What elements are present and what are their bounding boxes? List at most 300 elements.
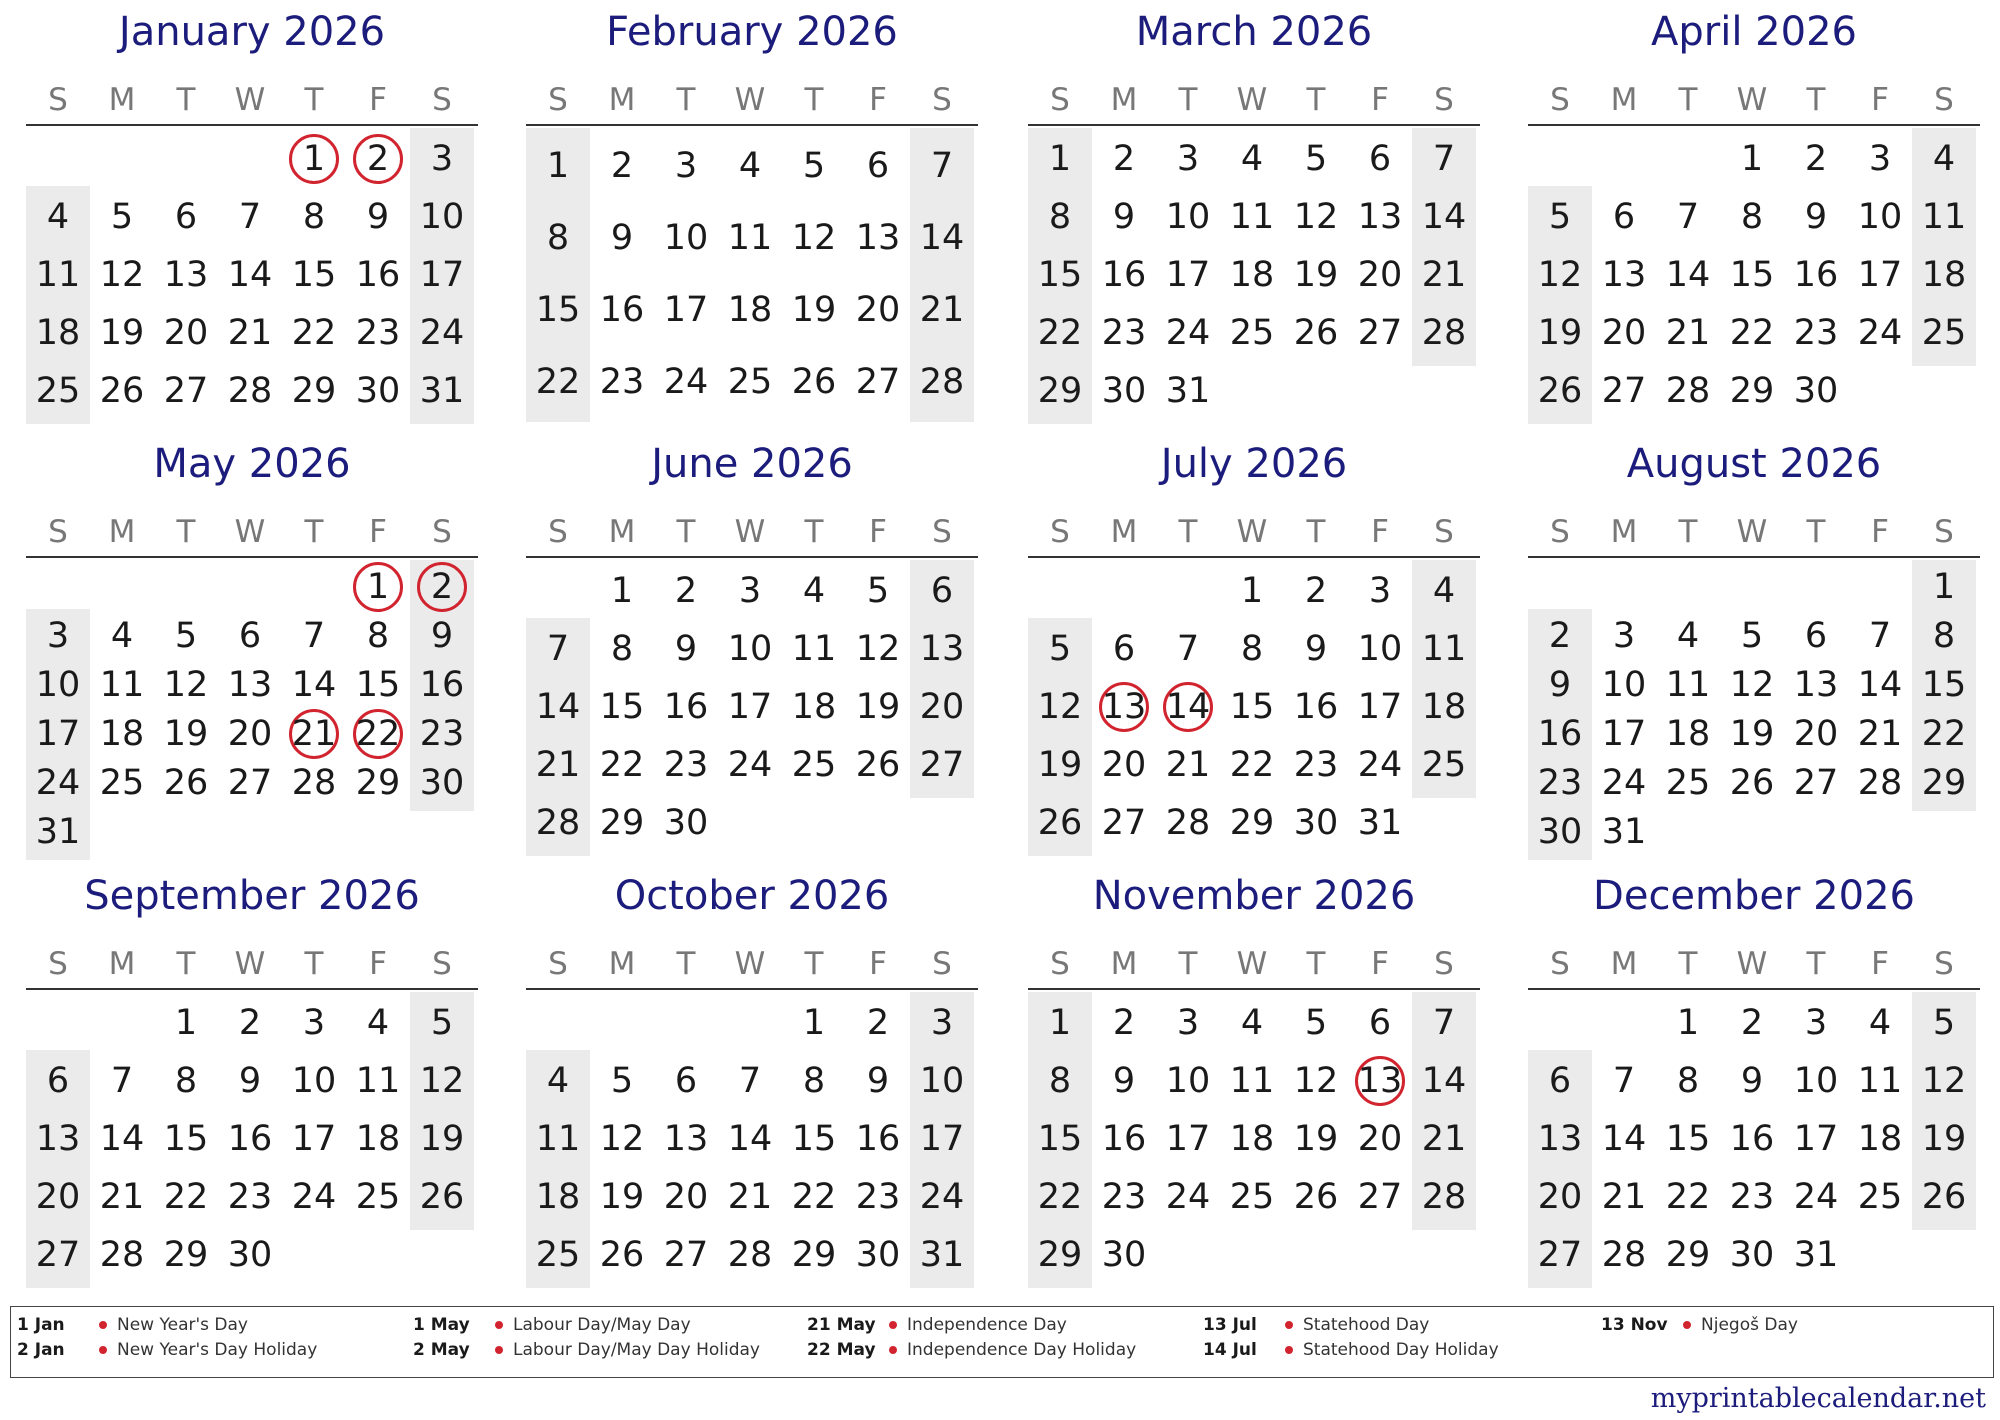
day-number: 6 xyxy=(930,571,954,611)
day-number: 17 xyxy=(919,1119,965,1159)
day-cell xyxy=(1156,794,1220,852)
day-number: 18 xyxy=(1421,687,1467,727)
day-cell xyxy=(1412,188,1476,246)
day-number: 20 xyxy=(1793,713,1839,754)
day-cell xyxy=(1092,130,1156,188)
day-number: 30 xyxy=(1101,371,1147,411)
day-number: 2 xyxy=(1548,615,1572,656)
day-cell xyxy=(410,1110,474,1168)
month-title: September 2026 xyxy=(84,873,420,919)
day-number: 25 xyxy=(1229,1177,1275,1217)
day-number: 8 xyxy=(1048,197,1072,237)
day-number: 17 xyxy=(1793,1119,1839,1159)
day-number: 27 xyxy=(227,762,273,803)
day-number: 29 xyxy=(163,1235,209,1275)
day-cell xyxy=(26,803,90,861)
weekday-header: W xyxy=(1236,514,1268,550)
month-11 xyxy=(1028,864,1480,1294)
day-cell xyxy=(1848,1052,1912,1110)
day-cell xyxy=(1220,1168,1284,1226)
day-number: 15 xyxy=(1729,255,1775,295)
day-number: 19 xyxy=(419,1119,465,1159)
weekday-header-row xyxy=(26,944,478,984)
day-cell xyxy=(718,209,782,267)
legend-bullet-icon xyxy=(495,1346,503,1354)
day-number: 19 xyxy=(1537,313,1583,353)
weekday-header: M xyxy=(608,946,636,982)
weekday-header: S xyxy=(1434,82,1454,118)
header-divider xyxy=(1528,124,1980,126)
day-number: 19 xyxy=(1921,1119,1967,1159)
day-cell xyxy=(1784,754,1848,812)
day-cell xyxy=(218,304,282,362)
day-number: 3 xyxy=(930,1003,954,1043)
day-number: 18 xyxy=(535,1177,581,1217)
day-number: 16 xyxy=(1101,1119,1147,1159)
day-cell xyxy=(1092,1226,1156,1284)
day-number: 4 xyxy=(1432,571,1456,611)
weekday-header: W xyxy=(734,82,766,118)
day-number: 17 xyxy=(1601,713,1647,754)
day-number: 31 xyxy=(419,371,465,411)
day-cell xyxy=(1784,1110,1848,1168)
day-number: 12 xyxy=(163,664,209,705)
day-cell xyxy=(654,281,718,339)
day-cell xyxy=(1284,188,1348,246)
day-number: 12 xyxy=(419,1061,465,1101)
day-cell xyxy=(1028,1110,1092,1168)
day-cell xyxy=(1412,678,1476,736)
weekday-header: S xyxy=(1934,946,1954,982)
day-cell xyxy=(526,1168,590,1226)
day-number: 27 xyxy=(663,1235,709,1275)
day-cell xyxy=(1912,1168,1976,1226)
weekday-header: W xyxy=(234,946,266,982)
day-number: 4 xyxy=(1240,139,1264,179)
day-cell xyxy=(1912,246,1976,304)
day-number: 27 xyxy=(1601,371,1647,411)
weekday-header: T xyxy=(1178,514,1198,550)
day-cell xyxy=(410,362,474,420)
day-number: 26 xyxy=(1537,371,1583,411)
day-number: 13 xyxy=(35,1119,81,1159)
day-cell xyxy=(846,620,910,678)
day-number: 13 xyxy=(1357,197,1403,237)
day-cell xyxy=(90,754,154,812)
weekday-header: T xyxy=(1678,946,1698,982)
day-number: 9 xyxy=(1740,1061,1764,1101)
day-cell xyxy=(718,678,782,736)
day-cell xyxy=(910,678,974,736)
day-number: 25 xyxy=(1229,313,1275,353)
day-number: 8 xyxy=(1240,629,1264,669)
day-cell xyxy=(1028,130,1092,188)
day-number: 21 xyxy=(99,1177,145,1217)
day-number: 28 xyxy=(727,1235,773,1275)
day-number: 7 xyxy=(110,1061,134,1101)
day-cell xyxy=(846,1226,910,1284)
day-number: 9 xyxy=(1804,197,1828,237)
day-number: 23 xyxy=(1793,313,1839,353)
day-number: 8 xyxy=(802,1061,826,1101)
day-cell xyxy=(910,137,974,195)
day-number: 10 xyxy=(35,664,81,705)
day-cell xyxy=(590,1168,654,1226)
weekday-header: T xyxy=(676,946,696,982)
day-number: 23 xyxy=(1293,745,1339,785)
day-cell xyxy=(654,209,718,267)
day-cell xyxy=(782,562,846,620)
weekday-header: W xyxy=(1736,514,1768,550)
day-number: 10 xyxy=(663,218,709,258)
day-cell xyxy=(1912,130,1976,188)
day-number: 9 xyxy=(366,197,390,237)
day-cell xyxy=(154,188,218,246)
day-cell xyxy=(1912,1110,1976,1168)
day-number: 25 xyxy=(1665,762,1711,803)
day-number: 20 xyxy=(919,687,965,727)
legend-holiday-name: Statehood Day Holiday xyxy=(1303,1340,1499,1360)
day-number: 28 xyxy=(1601,1235,1647,1275)
day-number: 12 xyxy=(1293,197,1339,237)
month-8 xyxy=(1528,432,1980,862)
day-cell xyxy=(1092,1168,1156,1226)
day-cell xyxy=(346,304,410,362)
day-cell xyxy=(346,754,410,812)
weekday-header: F xyxy=(1371,514,1389,550)
month-3 xyxy=(1028,0,1480,430)
day-cell xyxy=(1592,1168,1656,1226)
day-cell xyxy=(1092,188,1156,246)
day-cell xyxy=(26,362,90,420)
day-cell xyxy=(654,678,718,736)
day-cell xyxy=(782,281,846,339)
weekday-header: F xyxy=(869,514,887,550)
day-number: 17 xyxy=(1165,255,1211,295)
day-number: 25 xyxy=(355,1177,401,1217)
day-number: 6 xyxy=(1548,1061,1572,1101)
day-cell xyxy=(90,1226,154,1284)
day-cell xyxy=(26,1168,90,1226)
legend-date: 22 May xyxy=(807,1340,876,1360)
day-number: 18 xyxy=(1921,255,1967,295)
day-number: 4 xyxy=(1932,139,1956,179)
day-number: 4 xyxy=(110,615,134,656)
weekday-header: S xyxy=(1550,82,1570,118)
day-number: 29 xyxy=(1921,762,1967,803)
day-cell xyxy=(1912,754,1976,812)
day-number: 17 xyxy=(727,687,773,727)
weekday-header: M xyxy=(608,514,636,550)
legend-bullet-icon xyxy=(1285,1346,1293,1354)
day-number: 20 xyxy=(163,313,209,353)
day-number: 13 xyxy=(663,1119,709,1159)
day-cell xyxy=(718,1226,782,1284)
day-number: 24 xyxy=(1165,1177,1211,1217)
day-number: 9 xyxy=(1304,629,1328,669)
month-title: June 2026 xyxy=(651,441,853,487)
day-number: 11 xyxy=(355,1061,401,1101)
day-number: 15 xyxy=(1921,664,1967,705)
weekday-header: T xyxy=(1178,946,1198,982)
day-cell xyxy=(26,304,90,362)
day-cell xyxy=(1092,620,1156,678)
day-cell xyxy=(282,246,346,304)
day-cell xyxy=(90,362,154,420)
day-number: 18 xyxy=(355,1119,401,1159)
weekday-header: F xyxy=(1371,82,1389,118)
day-number: 22 xyxy=(163,1177,209,1217)
day-number: 19 xyxy=(855,687,901,727)
day-number: 28 xyxy=(99,1235,145,1275)
day-cell xyxy=(1028,1052,1092,1110)
month-6 xyxy=(526,432,978,862)
day-number: 18 xyxy=(791,687,837,727)
legend-holiday-name: New Year's Day Holiday xyxy=(117,1340,318,1360)
day-number: 2 xyxy=(366,139,390,179)
day-number: 23 xyxy=(1537,762,1583,803)
day-cell xyxy=(846,678,910,736)
weekday-header: S xyxy=(48,946,68,982)
day-cell xyxy=(1156,1110,1220,1168)
day-cell xyxy=(26,1052,90,1110)
day-number: 25 xyxy=(791,745,837,785)
legend-bullet-icon xyxy=(1683,1321,1691,1329)
weekday-header: T xyxy=(1806,946,1826,982)
day-number: 7 xyxy=(1176,629,1200,669)
day-number: 18 xyxy=(1857,1119,1903,1159)
day-cell xyxy=(654,1226,718,1284)
day-cell xyxy=(1220,304,1284,362)
day-cell xyxy=(1092,794,1156,852)
day-number: 4 xyxy=(546,1061,570,1101)
weekday-header: S xyxy=(932,82,952,118)
day-number: 8 xyxy=(1932,615,1956,656)
day-number: 21 xyxy=(1601,1177,1647,1217)
day-cell xyxy=(154,754,218,812)
weekday-header: M xyxy=(1610,82,1638,118)
day-cell xyxy=(218,1226,282,1284)
day-cell xyxy=(1720,754,1784,812)
day-cell xyxy=(782,353,846,411)
day-number: 30 xyxy=(1293,803,1339,843)
day-number: 11 xyxy=(727,218,773,258)
day-number: 1 xyxy=(546,146,570,186)
weekday-header: S xyxy=(548,82,568,118)
day-cell xyxy=(154,994,218,1052)
day-cell xyxy=(26,246,90,304)
day-number: 12 xyxy=(855,629,901,669)
day-number: 20 xyxy=(1357,255,1403,295)
day-number: 5 xyxy=(174,615,198,656)
month-title: April 2026 xyxy=(1651,9,1857,55)
day-number: 11 xyxy=(535,1119,581,1159)
day-number: 10 xyxy=(419,197,465,237)
day-cell xyxy=(654,620,718,678)
month-title: May 2026 xyxy=(153,441,351,487)
day-number: 1 xyxy=(1932,566,1956,607)
day-number: 12 xyxy=(1921,1061,1967,1101)
day-number: 24 xyxy=(419,313,465,353)
weekday-header: M xyxy=(1110,514,1138,550)
day-number: 26 xyxy=(1037,803,1083,843)
day-number: 20 xyxy=(35,1177,81,1217)
day-cell xyxy=(282,1052,346,1110)
day-cell xyxy=(718,1110,782,1168)
day-cell xyxy=(410,246,474,304)
header-divider xyxy=(526,988,978,990)
day-number: 29 xyxy=(1037,371,1083,411)
day-cell xyxy=(1284,736,1348,794)
day-cell xyxy=(1156,246,1220,304)
day-cell xyxy=(1092,304,1156,362)
weekday-header: F xyxy=(1871,82,1889,118)
day-number: 4 xyxy=(738,146,762,186)
day-cell xyxy=(1348,736,1412,794)
day-number: 26 xyxy=(1293,313,1339,353)
day-number: 8 xyxy=(366,615,390,656)
day-cell xyxy=(1156,678,1220,736)
legend-date: 2 May xyxy=(413,1340,470,1360)
day-number: 31 xyxy=(1357,803,1403,843)
day-cell xyxy=(346,188,410,246)
day-cell xyxy=(410,754,474,812)
day-cell xyxy=(654,1052,718,1110)
day-cell xyxy=(590,562,654,620)
day-number: 14 xyxy=(1665,255,1711,295)
day-cell xyxy=(218,1168,282,1226)
day-cell xyxy=(910,209,974,267)
day-number: 22 xyxy=(1037,1177,1083,1217)
day-cell xyxy=(1348,994,1412,1052)
day-number: 8 xyxy=(610,629,634,669)
day-cell xyxy=(282,130,346,188)
day-number: 15 xyxy=(1665,1119,1711,1159)
day-number: 8 xyxy=(1676,1061,1700,1101)
day-cell xyxy=(1848,1110,1912,1168)
day-cell xyxy=(654,794,718,852)
day-number: 20 xyxy=(227,713,273,754)
weekday-header: T xyxy=(304,82,324,118)
day-number: 14 xyxy=(1601,1119,1647,1159)
day-cell xyxy=(1028,304,1092,362)
day-cell xyxy=(1848,754,1912,812)
weekday-header: F xyxy=(369,82,387,118)
day-cell xyxy=(1284,994,1348,1052)
day-number: 16 xyxy=(855,1119,901,1159)
month-9 xyxy=(26,864,478,1294)
day-cell xyxy=(1284,304,1348,362)
day-number: 15 xyxy=(291,255,337,295)
day-number: 1 xyxy=(174,1003,198,1043)
day-number: 30 xyxy=(419,762,465,803)
month-title: November 2026 xyxy=(1092,873,1416,919)
day-number: 1 xyxy=(1676,1003,1700,1043)
day-cell xyxy=(346,246,410,304)
day-number: 7 xyxy=(1676,197,1700,237)
day-number: 26 xyxy=(599,1235,645,1275)
weekday-header: S xyxy=(932,946,952,982)
day-cell xyxy=(718,137,782,195)
day-number: 5 xyxy=(802,146,826,186)
day-number: 20 xyxy=(1601,313,1647,353)
month-title: October 2026 xyxy=(614,873,890,919)
day-number: 1 xyxy=(1048,1003,1072,1043)
day-cell xyxy=(1156,1168,1220,1226)
day-number: 22 xyxy=(291,313,337,353)
weekday-header-row xyxy=(1528,512,1980,552)
day-number: 29 xyxy=(1229,803,1275,843)
legend-holiday-name: Labour Day/May Day xyxy=(513,1315,691,1335)
header-divider xyxy=(526,124,978,126)
day-number: 19 xyxy=(99,313,145,353)
day-cell xyxy=(1656,1052,1720,1110)
day-number: 21 xyxy=(227,313,273,353)
day-number: 8 xyxy=(302,197,326,237)
day-cell xyxy=(846,562,910,620)
site-credit[interactable]: myprintablecalendar.net xyxy=(1650,1383,1986,1414)
day-cell xyxy=(654,736,718,794)
day-cell xyxy=(282,1168,346,1226)
day-number: 10 xyxy=(1165,197,1211,237)
day-cell xyxy=(218,994,282,1052)
header-divider xyxy=(1528,988,1980,990)
day-number: 2 xyxy=(430,566,454,607)
day-cell xyxy=(1720,188,1784,246)
weekday-header: S xyxy=(432,514,452,550)
day-cell xyxy=(410,130,474,188)
day-number: 26 xyxy=(163,762,209,803)
day-cell xyxy=(1592,803,1656,861)
day-number: 27 xyxy=(1357,313,1403,353)
legend-holiday-name: Njegoš Day xyxy=(1701,1315,1798,1335)
day-number: 15 xyxy=(1037,255,1083,295)
day-number: 12 xyxy=(1037,687,1083,727)
day-cell xyxy=(90,1168,154,1226)
weekday-header: S xyxy=(1050,514,1070,550)
legend-bullet-icon xyxy=(889,1346,897,1354)
day-cell xyxy=(910,1110,974,1168)
day-number: 3 xyxy=(738,571,762,611)
day-number: 31 xyxy=(35,811,81,852)
day-cell xyxy=(590,353,654,411)
day-cell xyxy=(846,1110,910,1168)
day-cell xyxy=(1912,304,1976,362)
day-number: 25 xyxy=(1921,313,1967,353)
day-cell xyxy=(1720,246,1784,304)
day-number: 27 xyxy=(1537,1235,1583,1275)
day-number: 26 xyxy=(1293,1177,1339,1217)
day-number: 28 xyxy=(1421,313,1467,353)
day-cell xyxy=(846,1168,910,1226)
day-cell xyxy=(1220,246,1284,304)
day-number: 11 xyxy=(791,629,837,669)
day-cell xyxy=(1592,246,1656,304)
day-number: 2 xyxy=(610,146,634,186)
day-cell xyxy=(154,1052,218,1110)
day-number: 21 xyxy=(1421,1119,1467,1159)
day-cell xyxy=(718,1052,782,1110)
day-cell xyxy=(718,281,782,339)
day-cell xyxy=(1028,246,1092,304)
weekday-header: T xyxy=(1306,946,1326,982)
day-cell xyxy=(346,1110,410,1168)
day-number: 26 xyxy=(855,745,901,785)
day-cell xyxy=(1720,994,1784,1052)
month-12 xyxy=(1528,864,1980,1294)
day-cell xyxy=(1592,188,1656,246)
day-cell xyxy=(1412,1110,1476,1168)
